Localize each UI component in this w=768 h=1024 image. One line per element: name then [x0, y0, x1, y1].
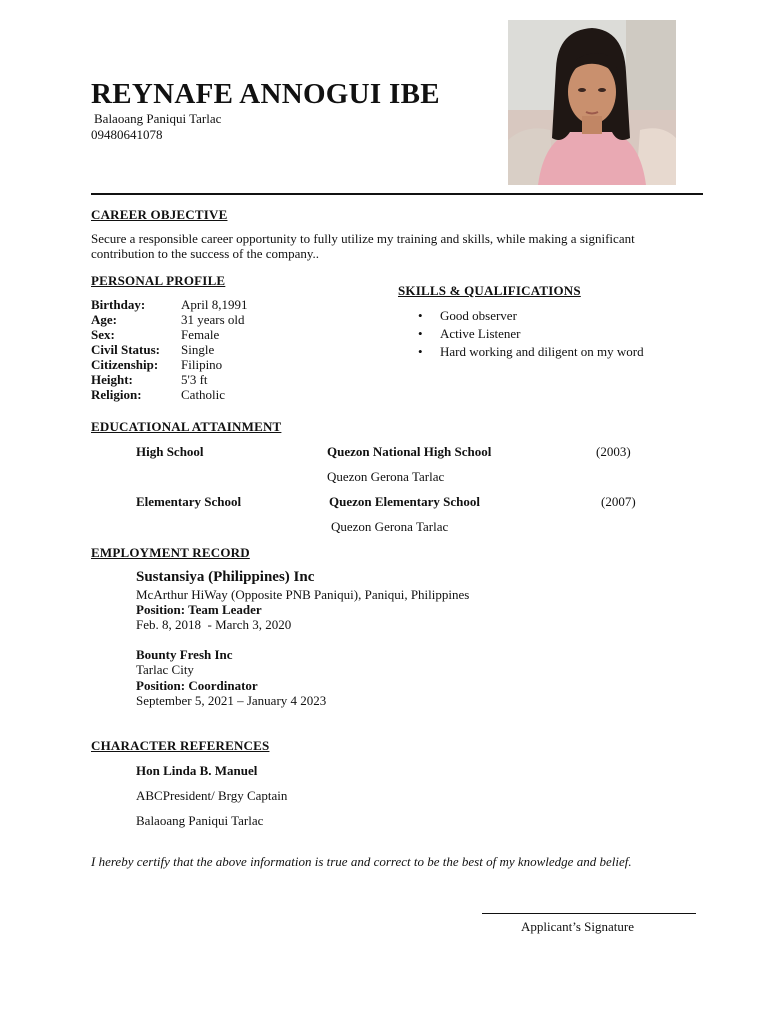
profile-label: Age:	[91, 312, 117, 327]
career-objective-heading: CAREER OBJECTIVE	[91, 207, 228, 222]
career-objective-text: Secure a responsible career opportunity to fully utilize my training and skills, while making a significant contribution to the success of the company..	[91, 231, 635, 261]
profile-row-height	[91, 372, 351, 387]
profile-row-religion	[91, 387, 351, 402]
profile-label: Birthday:	[91, 297, 146, 312]
job-address: Tarlac City	[136, 662, 194, 677]
job-dates: September 5, 2021 – January 4 2023	[136, 693, 327, 708]
profile-value: Filipino	[181, 357, 223, 372]
personal-profile-list	[91, 297, 351, 402]
profile-label: Religion:	[91, 387, 142, 402]
reference-name: Hon Linda B. Manuel	[136, 763, 258, 778]
job-dates: Feb. 8, 2018 - March 3, 2020	[136, 617, 292, 632]
education-heading: EDUCATIONAL ATTAINMENT	[91, 419, 282, 434]
signature-line	[482, 913, 696, 914]
skills-list	[414, 307, 714, 361]
education-school: Quezon Elementary School	[329, 494, 480, 509]
references-heading: CHARACTER REFERENCES	[91, 738, 270, 753]
education-level: Elementary School	[136, 494, 242, 509]
education-location: Quezon Gerona Tarlac	[327, 469, 445, 484]
applicant-address: Balaoang Paniqui Tarlac	[94, 111, 222, 126]
education-year: (2007)	[601, 494, 636, 509]
profile-row-citizenship	[91, 357, 351, 372]
certification-statement: I hereby certify that the above information is true and correct to be the best of my knowledge and belief.	[91, 854, 632, 869]
profile-row-civil-status	[91, 342, 351, 357]
education-school: Quezon National High School	[327, 444, 492, 459]
profile-row-age	[91, 312, 351, 327]
header-divider	[91, 193, 703, 195]
profile-value: 31 years old	[181, 312, 245, 327]
education-year: (2003)	[596, 444, 631, 459]
education-level: High School	[136, 444, 204, 459]
job-position: Position: Team Leader	[136, 602, 262, 617]
job-address: McArthur HiWay (Opposite PNB Paniqui), Paniqui, Philippines	[136, 587, 470, 602]
profile-label: Height:	[91, 372, 133, 387]
employment-heading: EMPLOYMENT RECORD	[91, 545, 250, 560]
job-company: Sustansiya (Philippines) Inc	[136, 569, 315, 585]
reference-address: Balaoang Paniqui Tarlac	[136, 813, 264, 828]
skill-item: • Hard working and diligent on my word	[414, 343, 714, 361]
profile-row-sex	[91, 327, 351, 342]
profile-value: April 8,1991	[181, 297, 248, 312]
profile-value: Catholic	[181, 387, 226, 402]
profile-label: Citizenship:	[91, 357, 159, 372]
job-company: Bounty Fresh Inc	[136, 647, 233, 662]
profile-label: Sex:	[91, 327, 115, 342]
applicant-photo	[508, 20, 676, 185]
profile-label: Civil Status:	[91, 342, 160, 357]
profile-row-birthday	[91, 297, 351, 312]
education-location: Quezon Gerona Tarlac	[331, 519, 449, 534]
job-position: Position: Coordinator	[136, 678, 258, 693]
skills-heading: SKILLS & QUALIFICATIONS	[398, 283, 581, 298]
profile-value: Female	[181, 327, 220, 342]
reference-position: ABCPresident/ Brgy Captain	[136, 788, 288, 803]
applicant-phone: 09480641078	[91, 127, 163, 142]
personal-profile-heading: PERSONAL PROFILE	[91, 273, 226, 288]
skill-item: • Active Listener	[414, 325, 714, 343]
profile-value: Single	[181, 342, 215, 357]
skill-item: • Good observer	[414, 307, 714, 325]
applicant-name: REYNAFE ANNOGUI IBE	[91, 78, 440, 110]
profile-value: 5'3 ft	[181, 372, 208, 387]
signature-label: Applicant’s Signature	[521, 919, 635, 934]
